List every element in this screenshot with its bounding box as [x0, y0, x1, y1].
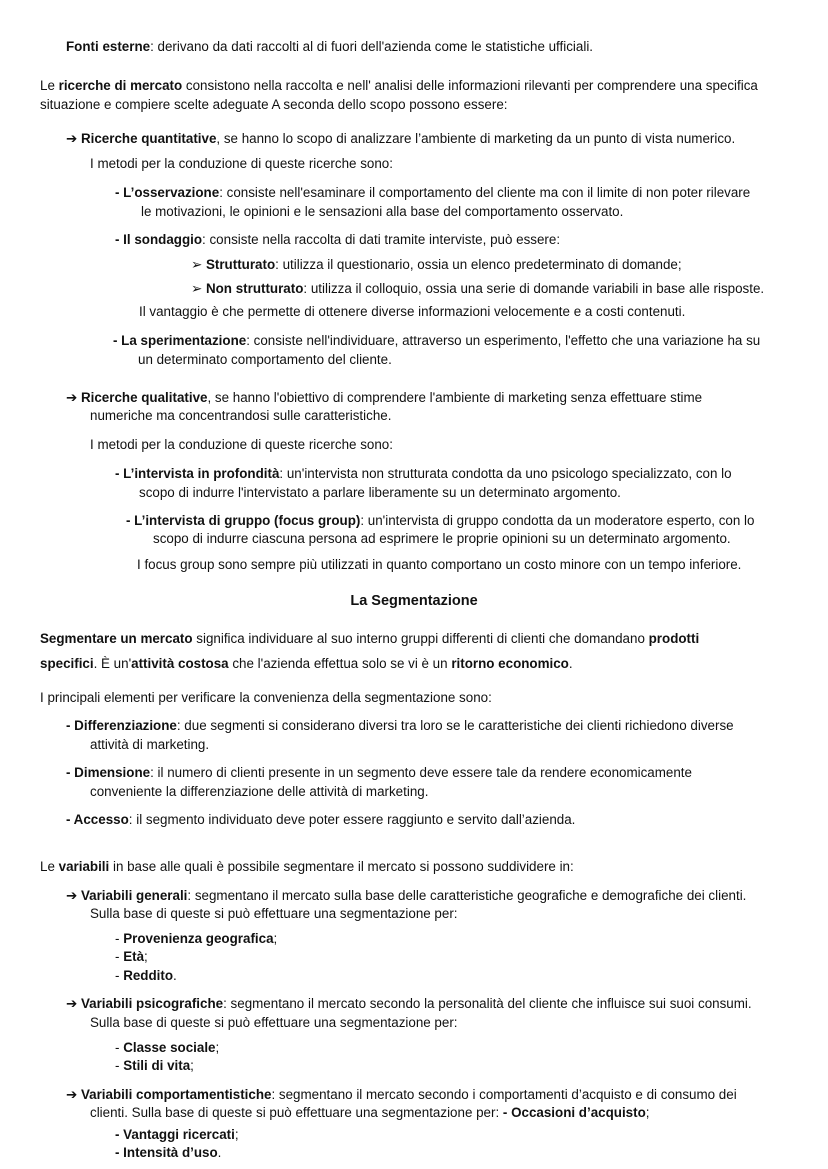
variabili-generali-item: ➔ Variabili generali: segmentano il mercato sulla base delle caratteristiche geografiche e demografiche dei clienti. — [66, 888, 747, 903]
variabili-comportamentistiche-line-2: clienti. Sulla base di queste si può effettuare una segmentazione per: - Occasioni d’acquisto; — [90, 1105, 650, 1120]
differenziazione-line-2: attività di marketing. — [90, 737, 210, 752]
arrow-icon: ➔ — [66, 996, 81, 1011]
quantitative-metodi-line: I metodi per la conduzione di queste ricerche sono: — [90, 156, 393, 171]
elementi-line: I principali elementi per verificare la convenienza della segmentazione sono: — [40, 690, 492, 705]
arrow-icon: ➔ — [66, 1087, 81, 1102]
qualitative-line-2: numeriche ma concentrandosi sulle caratteristiche. — [90, 408, 392, 423]
ricerche-quantitative-item: ➔ Ricerche quantitative, se hanno lo scopo di analizzare l’ambiente di marketing da un punto di vista numerico. — [66, 131, 736, 146]
list-item: - Stili di vita; — [115, 1058, 194, 1073]
list-item: - Vantaggi ricercati; — [115, 1127, 239, 1142]
dimensione-item: - Dimensione: il numero di clienti presente in un segmento deve essere tale da rendere economicamente — [66, 765, 692, 780]
fonti-esterne-line: Fonti esterne: derivano da dati raccolti al di fuori dell'azienda come le statistiche ufficiali. — [66, 39, 594, 54]
segmentazione-heading: La Segmentazione — [350, 593, 478, 609]
ricerche-intro-line-2: situazione e compiere scelte adeguate A seconda dello scopo possono essere: — [40, 97, 508, 112]
differenziazione-item: - Differenziazione: due segmenti si considerano diversi tra loro se le caratteristiche dei clienti richiedono diverse — [66, 718, 734, 733]
vantaggio-line: Il vantaggio è che permette di ottenere diverse informazioni velocemente e a costi contenuti. — [139, 304, 686, 319]
variabili-intro-line: Le variabili in base alle quali è possibile segmentare il mercato si possono suddividere in: — [40, 859, 574, 874]
bullet-arrow-icon: ➢ — [191, 257, 206, 272]
arrow-icon: ➔ — [66, 888, 81, 903]
arrow-icon: ➔ — [66, 390, 81, 405]
dimensione-line-2: conveniente la differenziazione delle attività di marketing. — [90, 784, 429, 799]
focus-group-line: I focus group sono sempre più utilizzati in quanto comportano un costo minore con un tempo inferiore. — [137, 557, 742, 572]
osservazione-line-2: le motivazioni, le opinioni e le sensazioni alla base del comportamento osservato. — [141, 204, 624, 219]
segmentare-line-1: Segmentare un mercato significa individuare al suo interno gruppi differenti di clienti che domandano prodotti — [40, 631, 700, 646]
intervista-gruppo-item: - L’intervista di gruppo (focus group): un'intervista di gruppo condotta da un moderatore esperto, con lo — [126, 513, 755, 528]
variabili-generali-line-2: Sulla base di queste si può effettuare una segmentazione per: — [90, 906, 458, 921]
intervista-profondita-line-2: scopo di indurre l'intervistato a parlare liberamente su un determinato argomento. — [139, 485, 621, 500]
fonti-esterne-term: Fonti esterne — [66, 39, 151, 54]
strutturato-item: ➢ Strutturato: utilizza il questionario, ossia un elenco predeterminato di domande; — [191, 257, 682, 272]
ricerche-intro-line-1: Le ricerche di mercato consistono nella raccolta e nell' analisi delle informazioni rilevanti per comprendere una specifica — [40, 78, 758, 93]
ricerche-qualitative-item: ➔ Ricerche qualitative, se hanno l'obiettivo di comprendere l'ambiente di marketing senza effettuare stime — [66, 390, 703, 405]
ricerche-di-mercato-term: ricerche di mercato — [58, 78, 183, 93]
sondaggio-item: - Il sondaggio: consiste nella raccolta di dati tramite interviste, può essere: — [115, 232, 561, 247]
list-item: - Provenienza geografica; — [115, 931, 278, 946]
intervista-profondita-item: - L’intervista in profondità: un'intervista non strutturata condotta da uno psicologo specializzato, con lo — [115, 466, 732, 481]
variabili-psicografiche-line-2: Sulla base di queste si può effettuare una segmentazione per: — [90, 1015, 458, 1030]
bullet-arrow-icon: ➢ — [191, 281, 206, 296]
list-item: - Intensità d’uso. — [115, 1145, 222, 1160]
sperimentazione-line-2: un determinato comportamento del cliente. — [138, 352, 392, 367]
variabili-psicografiche-item: ➔ Variabili psicografiche: segmentano il mercato secondo la personalità del cliente che influisce sui suoi consumi. — [66, 996, 752, 1011]
sperimentazione-item: - La sperimentazione: consiste nell'individuare, attraverso un esperimento, l'effetto che una variazione ha su — [113, 333, 761, 348]
osservazione-item: - L’osservazione: consiste nell'esaminare il comportamento del cliente ma con il limite di non poter rilevare — [115, 185, 751, 200]
list-item: - Reddito. — [115, 968, 177, 983]
intervista-gruppo-line-2: scopo di indurre ciascuna persona ad esprimere le proprie opinioni su un determinato argomento. — [153, 531, 731, 546]
non-strutturato-item: ➢ Non strutturato: utilizza il colloquio, ossia una serie di domande variabili in base alle risposte. — [191, 281, 765, 296]
list-item: - Età; — [115, 949, 148, 964]
segmentare-line-2: specifici. È un'attività costosa che l'azienda effettua solo se vi è un ritorno economico. — [40, 656, 573, 671]
qualitative-metodi-line: I metodi per la conduzione di queste ricerche sono: — [90, 437, 393, 452]
accesso-item: - Accesso: il segmento individuato deve poter essere raggiunto e servito dall’azienda. — [66, 812, 576, 827]
list-item: - Classe sociale; — [115, 1040, 220, 1055]
arrow-icon: ➔ — [66, 131, 81, 146]
variabili-comportamentistiche-item: ➔ Variabili comportamentistiche: segmentano il mercato secondo i comportamenti d’acquisto e di consumo dei — [66, 1087, 737, 1102]
